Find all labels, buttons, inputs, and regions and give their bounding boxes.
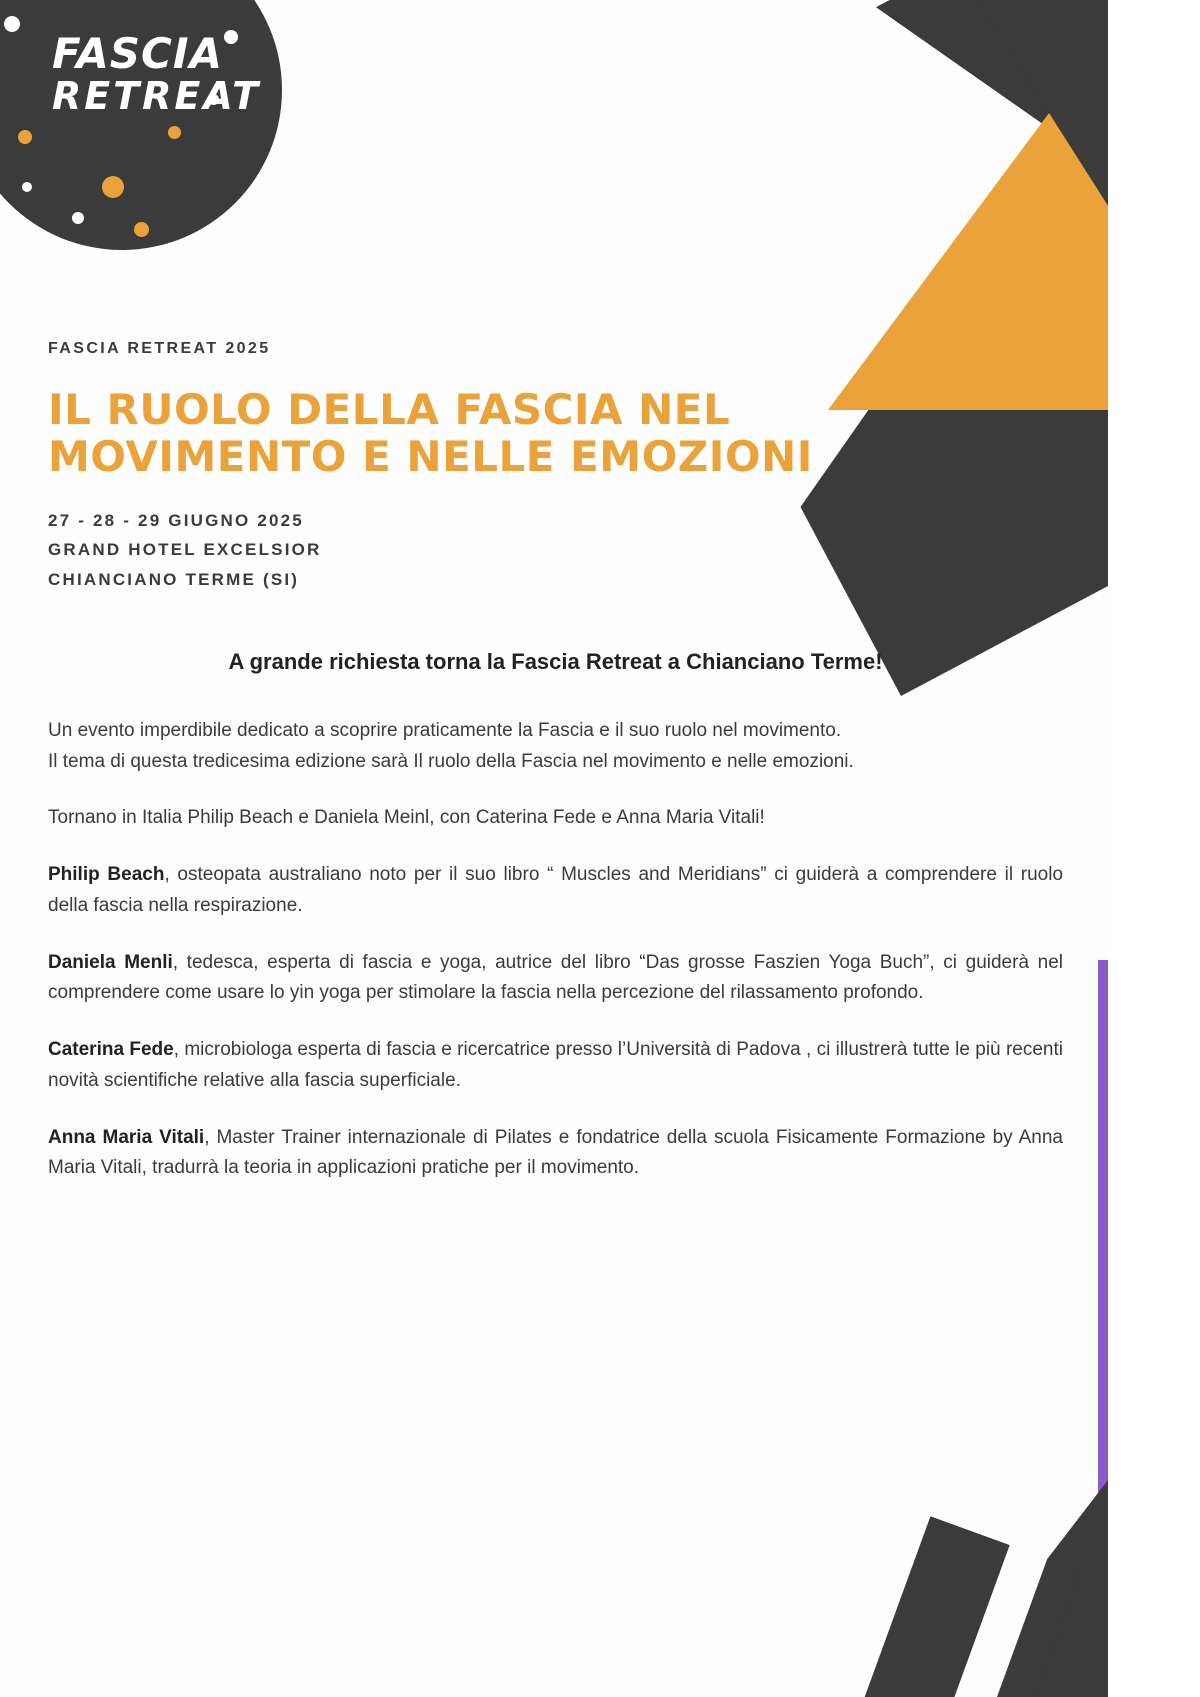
speaker-name: Caterina Fede — [48, 1039, 174, 1061]
subheadline: A grande richiesta torna la Fascia Retreat a Chianciano Terme! — [228, 648, 883, 674]
decorative-purple-edge — [1098, 960, 1108, 1560]
event-details — [48, 506, 1063, 594]
speaker-bio: , tedesca, esperta di fascia e yoga, autrice del libro “Das grosse Faszien Yoga Buch”, ci guiderà nel comprendere come usare lo yin yoga per stimolare la fascia nella percezione del rilassamento profondo. — [48, 951, 1063, 1004]
event-location: CHIANCIANO TERME (SI) — [48, 569, 300, 589]
logo-dot — [4, 16, 20, 32]
logo-text-primary: FASCIA — [52, 29, 223, 78]
logo-dot — [224, 30, 238, 44]
fascia-retreat-logo — [0, 0, 282, 250]
logo-dot — [102, 176, 124, 198]
speaker-entry — [48, 948, 1063, 1010]
speaker-name: Anna Maria Vitali — [48, 1126, 205, 1148]
speaker-entry — [48, 860, 1063, 922]
speaker-entry — [48, 1035, 1063, 1097]
logo-text-secondary: RETREAT — [52, 74, 262, 118]
speaker-entry — [48, 1123, 1063, 1185]
event-venue: GRAND HOTEL EXCELSIOR — [48, 540, 322, 560]
intro-paragraph-1: Un evento imperdibile dedicato a scoprire praticamente la Fascia e il suo ruolo nel movimento. — [48, 719, 842, 741]
document-content — [48, 340, 1063, 1210]
speaker-name: Philip Beach — [48, 864, 165, 886]
logo-dot — [18, 130, 32, 144]
speaker-bio: , Master Trainer internazionale di Pilates e fondatrice della scuola Fisicamente Formazione by Anna Maria Vitali, tradurrà la teoria in applicazioni pratiche per il movimento. — [48, 1126, 1063, 1179]
speaker-bio: , osteopata australiano noto per il suo libro “ Muscles and Meridians” ci guiderà a comprendere il ruolo della fascia nella respirazione. — [48, 864, 1064, 916]
event-eyebrow: FASCIA RETREAT 2025 — [48, 340, 271, 357]
speaker-bio: , microbiologa esperta di fascia e ricercatrice presso l’Università di Padova , ci illustrerà tutte le più recenti novità scientifiche relative alla fascia superficiale. — [48, 1039, 1063, 1091]
intro-paragraph-3: Tornano in Italia Philip Beach e Daniela Meinl, con Caterina Fede e Anna Maria Vitali! — [48, 807, 765, 829]
logo-dot — [134, 222, 149, 237]
logo-dot — [72, 212, 84, 224]
body-copy — [48, 716, 1063, 1184]
logo-dot — [22, 182, 32, 192]
event-dates: 27 - 28 - 29 GIUGNO 2025 — [48, 511, 304, 531]
logo-dot — [168, 126, 181, 139]
page-title: IL RUOLO DELLA FASCIA NEL MOVIMENTO E NELLE EMOZIONI — [48, 385, 813, 482]
intro-paragraph-2: Il tema di questa tredicesima edizione sarà Il ruolo della Fascia nel movimento e nelle emozioni. — [48, 750, 854, 772]
speaker-name: Daniela Menli — [48, 951, 173, 973]
